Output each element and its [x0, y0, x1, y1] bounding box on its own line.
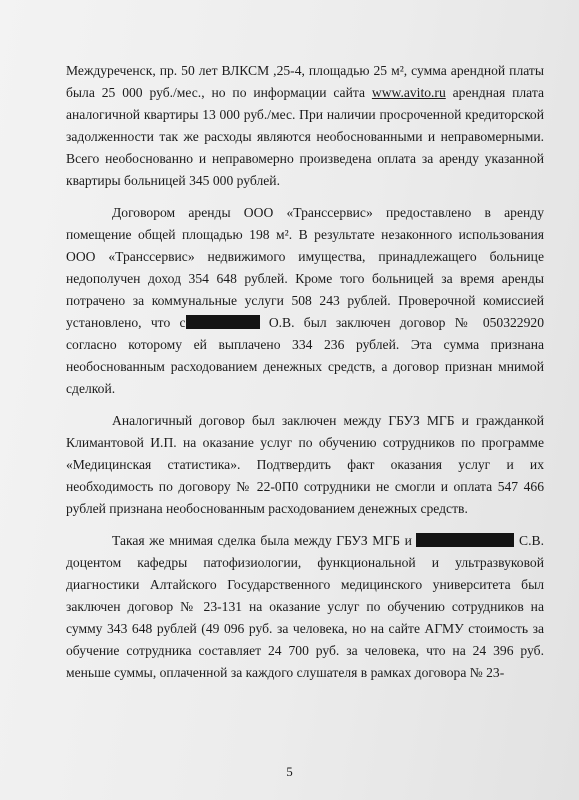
redaction-block [186, 315, 260, 329]
avito-link[interactable]: www.avito.ru [371, 85, 446, 100]
paragraph-2 [66, 202, 544, 400]
paragraph-2-text-b: О.В. был заключен договор № 050322920 согласно которому ей выплачено 334 236 рублей. Эта сумма признана необоснованным расходованием денежных средств, а договор признан мнимой сделкой. [66, 315, 544, 396]
paragraph-4-text-b: С.В. доцентом кафедры патофизиологии, функциональной и ультразвуковой диагностики Алтайского Государственного медицинского университета был заключен договор № 23-131 на оказание услуг по обучению сотрудников на сумму 343 648 рублей (49 096 руб. за человека, но на сайте АГМУ стоимость за обучение сотрудника составляет 24 700 руб. за человека, что на 24 396 руб. меньше суммы, оплаченной за каждого слушателя в рамках договора № 23- [66, 533, 544, 680]
paragraph-1-text-b: арендная плата аналогичной квартиры 13 000 руб./мес. При наличии просроченной кредиторской задолженности так же расходы являются необоснованными и неправомерными. Всего необоснованно и неправомерно произведена оплата за аренду указанной квартиры больницей 345 000 рублей. [66, 85, 544, 188]
paragraph-1-text-a: Междуреченск, пр. 50 лет ВЛКСМ ,25-4, площадью 25 м², сумма арендной платы была 25 000 руб./мес., но по информации сайта [66, 63, 544, 100]
paragraph-4-text-a: Такая же мнимая сделка была между ГБУЗ МГБ и [112, 533, 417, 548]
paragraph-1 [66, 60, 544, 192]
paragraph-4 [66, 530, 544, 684]
paragraph-3: Аналогичный договор был заключен между ГБУЗ МГБ и гражданкой Климантовой И.П. на оказание услуг по обучению сотрудников по программе «Медицинская статистика». Подтвердить факт оказания услуг и их необходимость по договору № 22-0П0 сотрудники не смогли и оплата 547 466 рублей признана необоснованным расходованием денежных средств. [66, 413, 544, 516]
paragraph-2-text-a: Договором аренды ООО «Транссервис» предоставлено в аренду помещение общей площадью 198 м². В результате незаконного использования ООО «Транссервис» недвижимого имущества, принадлежащего больнице недополучен доход 354 648 рублей. Кроме того больницей за время аренды потрачено за коммунальные услуги 508 243 рублей. Проверочной комиссией установлено, что с [66, 205, 544, 330]
page-number: 5 [286, 764, 293, 779]
redaction-block [416, 533, 514, 547]
body-text [66, 60, 544, 694]
